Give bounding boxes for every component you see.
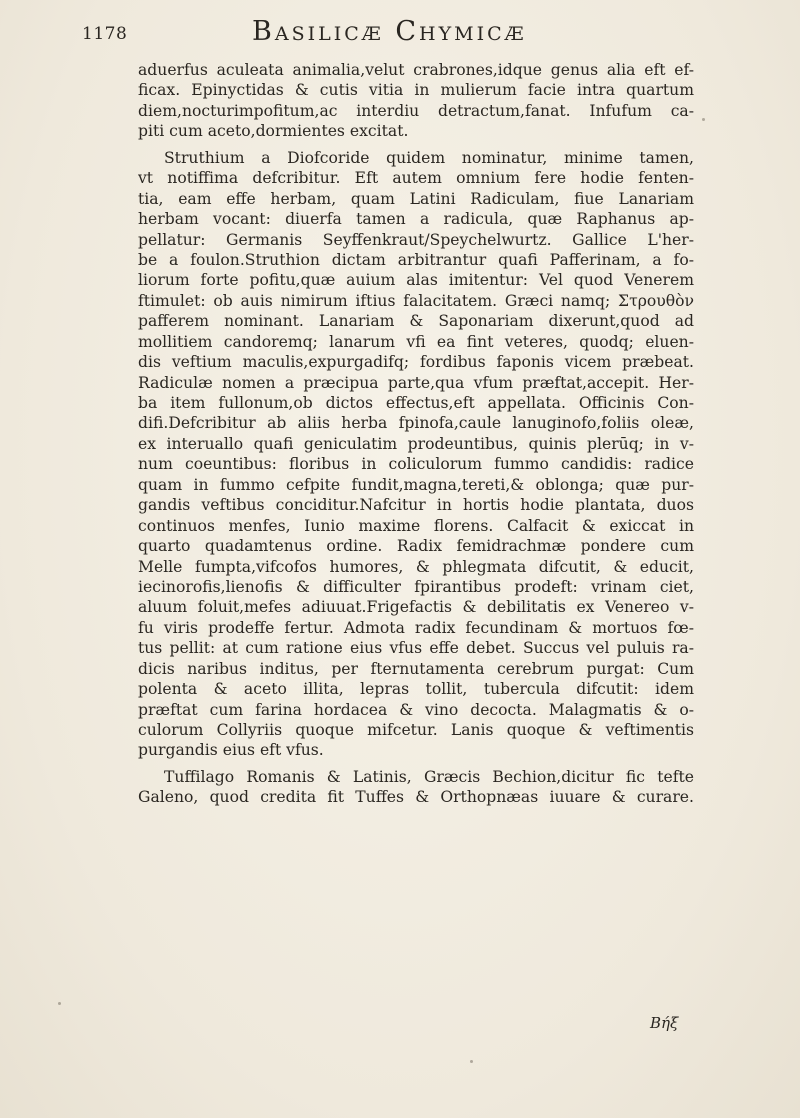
text-line: purgandis eius eft vfus. xyxy=(138,741,324,760)
page-header xyxy=(82,14,742,54)
text-line: herbam vocant: diuerfa tamen a radicula, quæ Raphanus ap- xyxy=(138,210,694,229)
text-line: be a foulon.Struthion dictam arbitrantur quafi Pafferinam, a fo- xyxy=(138,250,694,269)
text-line: aduerfus aculeata animalia,velut crabrones,idque genus alia eft ef- xyxy=(138,61,694,79)
text-line: difi.Defcribitur ab aliis herba fpinofa,caule lanuginofo,foliis oleæ, xyxy=(138,414,694,433)
text-line: Struthium a Diofcoride quidem nominatur, minime tamen, xyxy=(164,148,694,167)
text-line: tia, eam effe herbam, quam Latini Radiculam, fiue Lanariam xyxy=(138,189,694,208)
paragraph-eryngium-continued xyxy=(138,60,694,142)
text-line: Galeno, quod credita fit Tuffes & Orthopnæas iuuare & curare. xyxy=(138,788,694,807)
text-line: culorum Collyriis quoque mifcetur. Lanis quoque & veftimentis xyxy=(138,721,694,739)
paragraph-tussilago xyxy=(138,767,694,808)
paper-speck xyxy=(702,118,705,121)
text-line: gandis veftibus conciditur.Nafcitur in hortis hodie plantata, duos xyxy=(138,496,694,515)
text-line: iecinorofis,lienofis & difficulter fpirantibus prodeft: vrinam ciet, xyxy=(138,577,694,596)
paper-speck xyxy=(58,1002,61,1005)
text-line: ex interuallo quafi geniculatim prodeuntibus, quinis plerūq; in v- xyxy=(138,434,694,453)
text-line: aluum foluit,mefes adiuuat.Frigefactis & debilitatis ex Venereo v- xyxy=(138,598,694,617)
catchword: Βήξ xyxy=(650,1014,679,1032)
text-line: quarto quadamtenus ordine. Radix femidrachmæ pondere cum xyxy=(138,537,694,556)
text-line: pafferem nominant. Lanariam & Saponariam dixerunt,quod ad xyxy=(138,312,694,331)
text-line: pellatur: Germanis Seyffenkraut/Speychelwurtz. Gallice L'her- xyxy=(138,230,694,249)
body-text xyxy=(138,60,694,808)
paragraph-struthium xyxy=(138,148,694,761)
text-line: fu viris prodeffe fertur. Admota radix fecundinam & mortuos fœ- xyxy=(138,618,694,637)
text-line: quam in fummo cefpite fundit,magna,tereti,& oblonga; quæ pur- xyxy=(138,475,694,494)
page-number: 1178 xyxy=(82,24,128,44)
paper-speck xyxy=(470,1060,473,1063)
text-line: Tuffilago Romanis & Latinis, Græcis Bechion,dicitur fic tefte xyxy=(164,767,694,786)
text-line: piti cum aceto,dormientes excitat. xyxy=(138,122,409,141)
text-line: vt notiffima defcribitur. Eft autem omnium fere hodie fenten- xyxy=(138,169,694,188)
text-line: liorum forte pofitu,quæ auium alas imitentur: Vel quod Venerem xyxy=(138,271,694,290)
text-line: Melle fumpta,vifcofos humores, & phlegmata difcutit, & educit, xyxy=(138,557,694,576)
text-line: dis veftium maculis,expurgadifq; fordibus faponis vicem præbeat. xyxy=(138,353,694,372)
text-line: Radiculæ nomen a præcipua parte,qua vfum præftat,accepit. Her- xyxy=(138,373,694,392)
text-line: ficax. Epinyctidas & cutis vitia in mulierum facie intra quartum xyxy=(138,81,694,100)
running-title: Basilicæ Chymicæ xyxy=(252,16,527,47)
text-line: tus pellit: at cum ratione eius vfus effe debet. Succus vel puluis ra- xyxy=(138,639,694,658)
text-line: ba item fullonum,ob dictos effectus,eft appellata. Officinis Con- xyxy=(138,394,694,412)
text-line: dicis naribus inditus, per fternutamenta cerebrum purgat: Cum xyxy=(138,659,694,678)
text-line: diem,nocturimpofitum,ac interdiu detractum,fanat. Infufum ca- xyxy=(138,101,694,120)
text-line: præftat cum farina hordacea & vino decocta. Malagmatis & o- xyxy=(138,700,694,719)
text-line: mollitiem candoremq; lanarum vfi ea fint veteres, quodq; eluen- xyxy=(138,332,694,351)
text-line: num coeuntibus: floribus in coliculorum fummo candidis: radice xyxy=(138,455,694,474)
text-line: polenta & aceto illita, lepras tollit, tubercula difcutit: idem xyxy=(138,680,694,699)
text-line: ftimulet: ob auis nimirum iftius falacitatem. Græci namq; Στρουθὸν xyxy=(138,291,694,310)
text-line: continuos menfes, Iunio maxime florens. Calfacit & exiccat in xyxy=(138,516,694,535)
